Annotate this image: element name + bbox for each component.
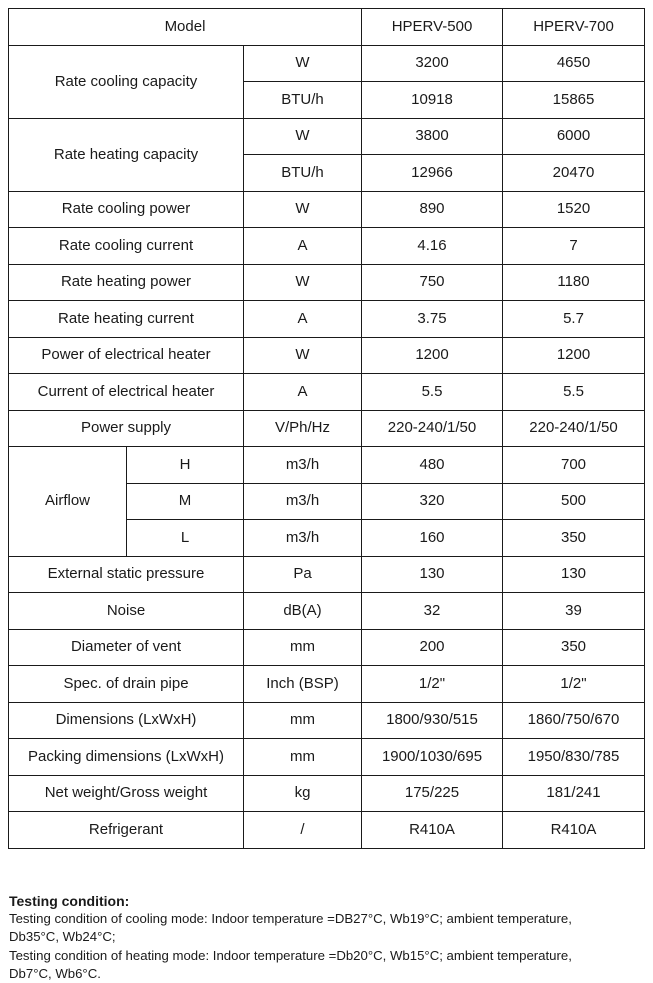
unit-cell: W	[244, 264, 362, 301]
row-label: Spec. of drain pipe	[9, 666, 244, 703]
table-row	[9, 337, 645, 374]
unit-cell: m3/h	[244, 520, 362, 557]
value-cell: 12966	[362, 155, 503, 192]
header-model: Model	[9, 9, 362, 46]
row-label: Airflow	[9, 447, 127, 557]
unit-cell: mm	[244, 739, 362, 776]
unit-cell: m3/h	[244, 447, 362, 484]
value-cell: 350	[503, 629, 645, 666]
testing-conditions	[9, 892, 649, 983]
table-row	[9, 666, 645, 703]
value-cell: 160	[362, 520, 503, 557]
table-row	[9, 775, 645, 812]
unit-cell: dB(A)	[244, 593, 362, 630]
row-label: Rate cooling power	[9, 191, 244, 228]
table-row	[9, 45, 645, 82]
unit-cell: W	[244, 337, 362, 374]
table-row	[9, 228, 645, 265]
spec-table	[8, 8, 645, 849]
row-label: Power supply	[9, 410, 244, 447]
table-row	[9, 629, 645, 666]
row-label: Rate heating current	[9, 301, 244, 338]
row-label: Dimensions (LxWxH)	[9, 702, 244, 739]
value-cell: 4650	[503, 45, 645, 82]
value-cell: 3800	[362, 118, 503, 155]
value-cell: 320	[362, 483, 503, 520]
cooling-condition-line-1: Testing condition of cooling mode: Indoor temperature =DB27°C, Wb19°C; ambient temperature,	[9, 911, 572, 927]
unit-cell: kg	[244, 775, 362, 812]
value-cell: R410A	[362, 812, 503, 849]
row-label: Net weight/Gross weight	[9, 775, 244, 812]
table-row	[9, 264, 645, 301]
row-label: Diameter of vent	[9, 629, 244, 666]
value-cell: 130	[503, 556, 645, 593]
unit-cell: mm	[244, 629, 362, 666]
unit-cell: BTU/h	[244, 82, 362, 119]
table-row	[9, 739, 645, 776]
airflow-level: H	[127, 447, 244, 484]
value-cell: 32	[362, 593, 503, 630]
row-label: External static pressure	[9, 556, 244, 593]
value-cell: 1900/1030/695	[362, 739, 503, 776]
value-cell: 220-240/1/50	[503, 410, 645, 447]
table-row	[9, 374, 645, 411]
value-cell: 3.75	[362, 301, 503, 338]
unit-cell: mm	[244, 702, 362, 739]
row-label: Rate cooling capacity	[9, 45, 244, 118]
table-row	[9, 191, 645, 228]
row-label: Current of electrical heater	[9, 374, 244, 411]
row-label: Rate heating capacity	[9, 118, 244, 191]
value-cell: 39	[503, 593, 645, 630]
table-row	[9, 118, 645, 155]
notes-title: Testing condition:	[9, 893, 130, 909]
value-cell: 200	[362, 629, 503, 666]
value-cell: 1/2"	[362, 666, 503, 703]
value-cell: 130	[362, 556, 503, 593]
unit-cell: BTU/h	[244, 155, 362, 192]
airflow-level: L	[127, 520, 244, 557]
header-hperv-700: HPERV-700	[503, 9, 645, 46]
value-cell: 350	[503, 520, 645, 557]
unit-cell: A	[244, 301, 362, 338]
unit-cell: Inch (BSP)	[244, 666, 362, 703]
table-row	[9, 301, 645, 338]
value-cell: 220-240/1/50	[362, 410, 503, 447]
unit-cell: m3/h	[244, 483, 362, 520]
value-cell: 500	[503, 483, 645, 520]
table-row	[9, 593, 645, 630]
value-cell: 5.5	[362, 374, 503, 411]
row-label: Rate heating power	[9, 264, 244, 301]
row-label: Noise	[9, 593, 244, 630]
value-cell: 1800/930/515	[362, 702, 503, 739]
value-cell: 4.16	[362, 228, 503, 265]
unit-cell: V/Ph/Hz	[244, 410, 362, 447]
airflow-level: M	[127, 483, 244, 520]
value-cell: 480	[362, 447, 503, 484]
value-cell: 750	[362, 264, 503, 301]
value-cell: 20470	[503, 155, 645, 192]
unit-cell: A	[244, 228, 362, 265]
value-cell: 10918	[362, 82, 503, 119]
unit-cell: A	[244, 374, 362, 411]
value-cell: 1180	[503, 264, 645, 301]
value-cell: 1/2"	[503, 666, 645, 703]
header-hperv-500: HPERV-500	[362, 9, 503, 46]
table-row	[9, 556, 645, 593]
unit-cell: Pa	[244, 556, 362, 593]
value-cell: 1200	[503, 337, 645, 374]
value-cell: 6000	[503, 118, 645, 155]
value-cell: 3200	[362, 45, 503, 82]
table-row	[9, 447, 645, 484]
value-cell: 1520	[503, 191, 645, 228]
unit-cell: /	[244, 812, 362, 849]
value-cell: 15865	[503, 82, 645, 119]
value-cell: 181/241	[503, 775, 645, 812]
heating-condition-line-2: Db7°C, Wb6°C.	[9, 965, 101, 981]
value-cell: 175/225	[362, 775, 503, 812]
unit-cell: W	[244, 191, 362, 228]
value-cell: 1950/830/785	[503, 739, 645, 776]
value-cell: 5.5	[503, 374, 645, 411]
table-row	[9, 812, 645, 849]
row-label: Rate cooling current	[9, 228, 244, 265]
value-cell: 5.7	[503, 301, 645, 338]
row-label: Refrigerant	[9, 812, 244, 849]
value-cell: 1860/750/670	[503, 702, 645, 739]
row-label: Packing dimensions (LxWxH)	[9, 739, 244, 776]
header-row	[9, 9, 645, 46]
value-cell: 1200	[362, 337, 503, 374]
value-cell: 700	[503, 447, 645, 484]
table-row	[9, 702, 645, 739]
value-cell: R410A	[503, 812, 645, 849]
value-cell: 7	[503, 228, 645, 265]
table-row	[9, 410, 645, 447]
value-cell: 890	[362, 191, 503, 228]
unit-cell: W	[244, 118, 362, 155]
cooling-condition-line-2: Db35°C, Wb24°C;	[9, 929, 116, 945]
row-label: Power of electrical heater	[9, 337, 244, 374]
unit-cell: W	[244, 45, 362, 82]
heating-condition-line-1: Testing condition of heating mode: Indoor temperature =Db20°C, Wb15°C; ambient temperature,	[9, 947, 572, 963]
